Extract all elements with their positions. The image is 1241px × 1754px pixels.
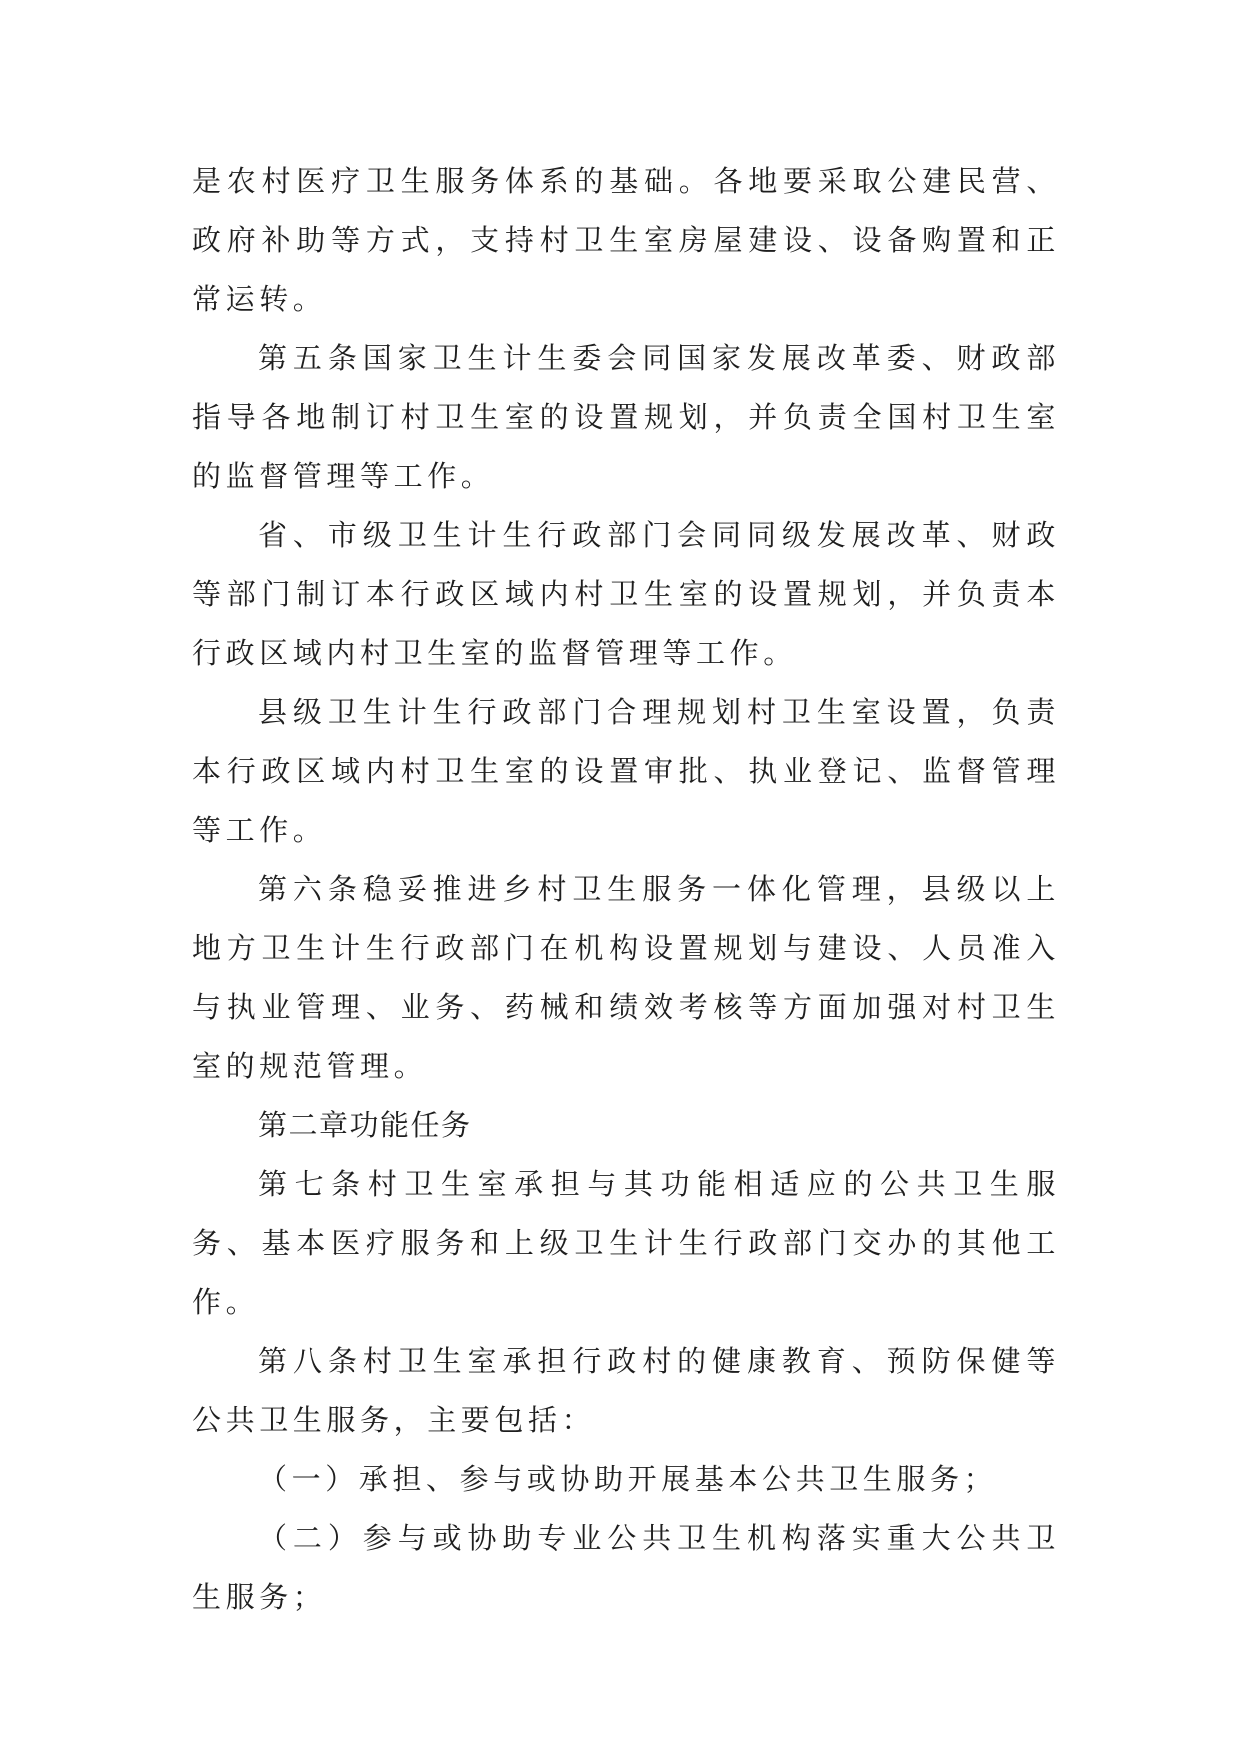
paragraph-article-8: 第八条村卫生室承担行政村的健康教育、预防保健等公共卫生服务，主要包括： xyxy=(192,1344,1060,1437)
paragraph-article-7: 第七条村卫生室承担与其功能相适应的公共卫生服务、基本医疗服务和上级卫生计生行政部门交办的其他工作。 xyxy=(192,1167,1060,1319)
paragraph-provincial-responsibility: 省、市级卫生计生行政部门会同同级发展改革、财政等部门制订本行政区域内村卫生室的设置规划，并负责本行政区域内村卫生室的监督管理等工作。 xyxy=(192,518,1060,670)
paragraph-intro-continuation: 是农村医疗卫生服务体系的基础。各地要采取公建民营、政府补助等方式，支持村卫生室房屋建设、设备购置和正常运转。 xyxy=(192,164,1060,316)
chapter-heading: 第二章功能任务 xyxy=(258,1108,472,1142)
paragraph-article-5: 第五条国家卫生计生委会同国家发展改革委、财政部指导各地制订村卫生室的设置规划，并负责全国村卫生室的监督管理等工作。 xyxy=(192,341,1060,493)
list-item-2: （二）参与或协助专业公共卫生机构落实重大公共卫生服务； xyxy=(192,1521,1060,1614)
paragraph-county-responsibility: 县级卫生计生行政部门合理规划村卫生室设置，负责本行政区域内村卫生室的设置审批、执业登记、监督管理等工作。 xyxy=(192,695,1060,847)
document-body xyxy=(192,152,1060,1627)
paragraph-article-6: 第六条稳妥推进乡村卫生服务一体化管理，县级以上地方卫生计生行政部门在机构设置规划与建设、人员准入与执业管理、业务、药械和绩效考核等方面加强对村卫生室的规范管理。 xyxy=(192,872,1060,1083)
list-item-1: （一）承担、参与或协助开展基本公共卫生服务； xyxy=(258,1462,998,1496)
